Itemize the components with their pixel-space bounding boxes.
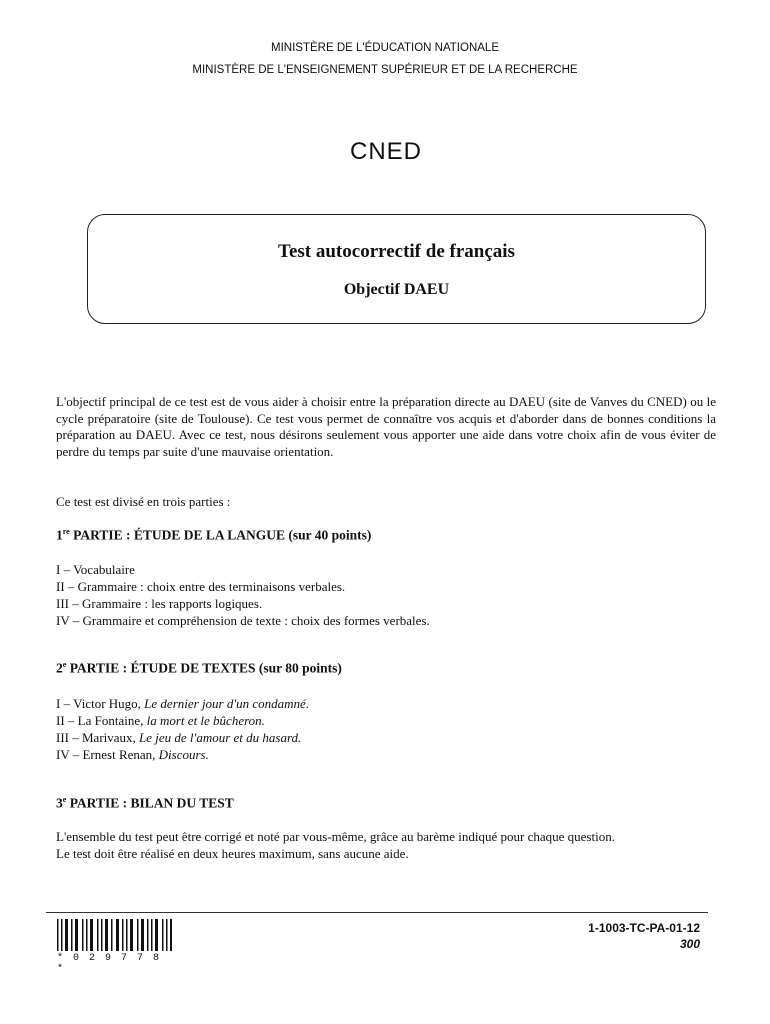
part-2-number: 2 <box>56 660 63 676</box>
work-title: Discours. <box>158 747 209 762</box>
list-item <box>56 746 716 763</box>
cned-logo: CNED <box>349 138 422 165</box>
reference-code: 1-1003-TC-PA-01-12 <box>588 921 700 935</box>
part-1-list <box>56 561 716 629</box>
document-title: Test autocorrectif de français <box>278 241 515 262</box>
document-subtitle: Objectif DAEU <box>343 281 450 298</box>
part-3-text-1: L'ensemble du test peut être corrigé et noté par vous-même, grâce au barème indiqué pour chaque question. <box>56 829 615 844</box>
work-title: Le dernier jour d'un condamné. <box>144 696 310 711</box>
work-title: la mort et le bûcheron. <box>146 713 265 728</box>
part-2-list <box>56 695 716 763</box>
ministry-line-1: MINISTÈRE DE L'ÉDUCATION NATIONALE <box>271 42 499 54</box>
intro-paragraph: L'objectif principal de ce test est de vous aider à choisir entre la préparation directe au DAEU (site de Vanves du CNED) ou le cycle préparatoire (site de Toulouse). Ce test vous permet de connaître vos acquis et d'aborder dans de bonnes conditions la préparation au DAEU. Avec ce test, nous désirons seulement vous apporter une aide dans votre choix afin de vous éviter de perdre du temps par suite d'une mauvaise orientation. <box>56 394 716 459</box>
title-box <box>87 214 706 324</box>
part-2-title: PARTIE : ÉTUDE DE TEXTES (sur 80 points) <box>66 660 342 676</box>
part-3-title: PARTIE : BILAN DU TEST <box>66 795 234 811</box>
footer-divider <box>46 912 708 913</box>
author: III – Marivaux, <box>56 730 140 745</box>
list-item <box>56 729 716 746</box>
part-3-number: 3 <box>56 795 63 811</box>
list-item: III – Grammaire : les rapports logiques. <box>56 596 263 611</box>
parts-intro: Ce test est divisé en trois parties : <box>56 494 231 509</box>
page-code: 300 <box>679 937 700 951</box>
part-3-text-2: Le test doit être réalisé en deux heures maximum, sans aucune aide. <box>56 845 409 861</box>
part-3-text <box>56 829 716 862</box>
part-1-title: PARTIE : ÉTUDE DE LA LANGUE (sur 40 points) <box>69 527 372 543</box>
ministry-line-2: MINISTÈRE DE L'ENSEIGNEMENT SUPÉRIEUR ET DE LA RECHERCHE <box>192 64 578 76</box>
list-item <box>56 712 716 729</box>
list-item <box>56 695 716 712</box>
author: II – La Fontaine, <box>56 713 147 728</box>
barcode-icon <box>57 919 173 951</box>
author: IV – Ernest Renan, <box>56 747 159 762</box>
part-1-ordinal: re <box>62 527 70 536</box>
work-title: Le jeu de l'amour et du hasard. <box>139 730 302 745</box>
list-item: I – Vocabulaire <box>56 562 135 577</box>
part-1-heading <box>56 527 371 544</box>
list-item: II – Grammaire : choix entre des terminaisons verbales. <box>56 579 346 594</box>
part-3-heading <box>56 795 234 812</box>
author: I – Victor Hugo, <box>56 696 145 711</box>
barcode-number: * 0 2 9 7 7 8 * <box>57 953 162 975</box>
part-2-heading <box>56 660 342 677</box>
part-2-ordinal: e <box>62 660 67 669</box>
list-item: IV – Grammaire et compréhension de texte : choix des formes verbales. <box>56 613 430 628</box>
part-3-ordinal: e <box>62 795 67 804</box>
part-1-number: 1 <box>56 527 63 543</box>
